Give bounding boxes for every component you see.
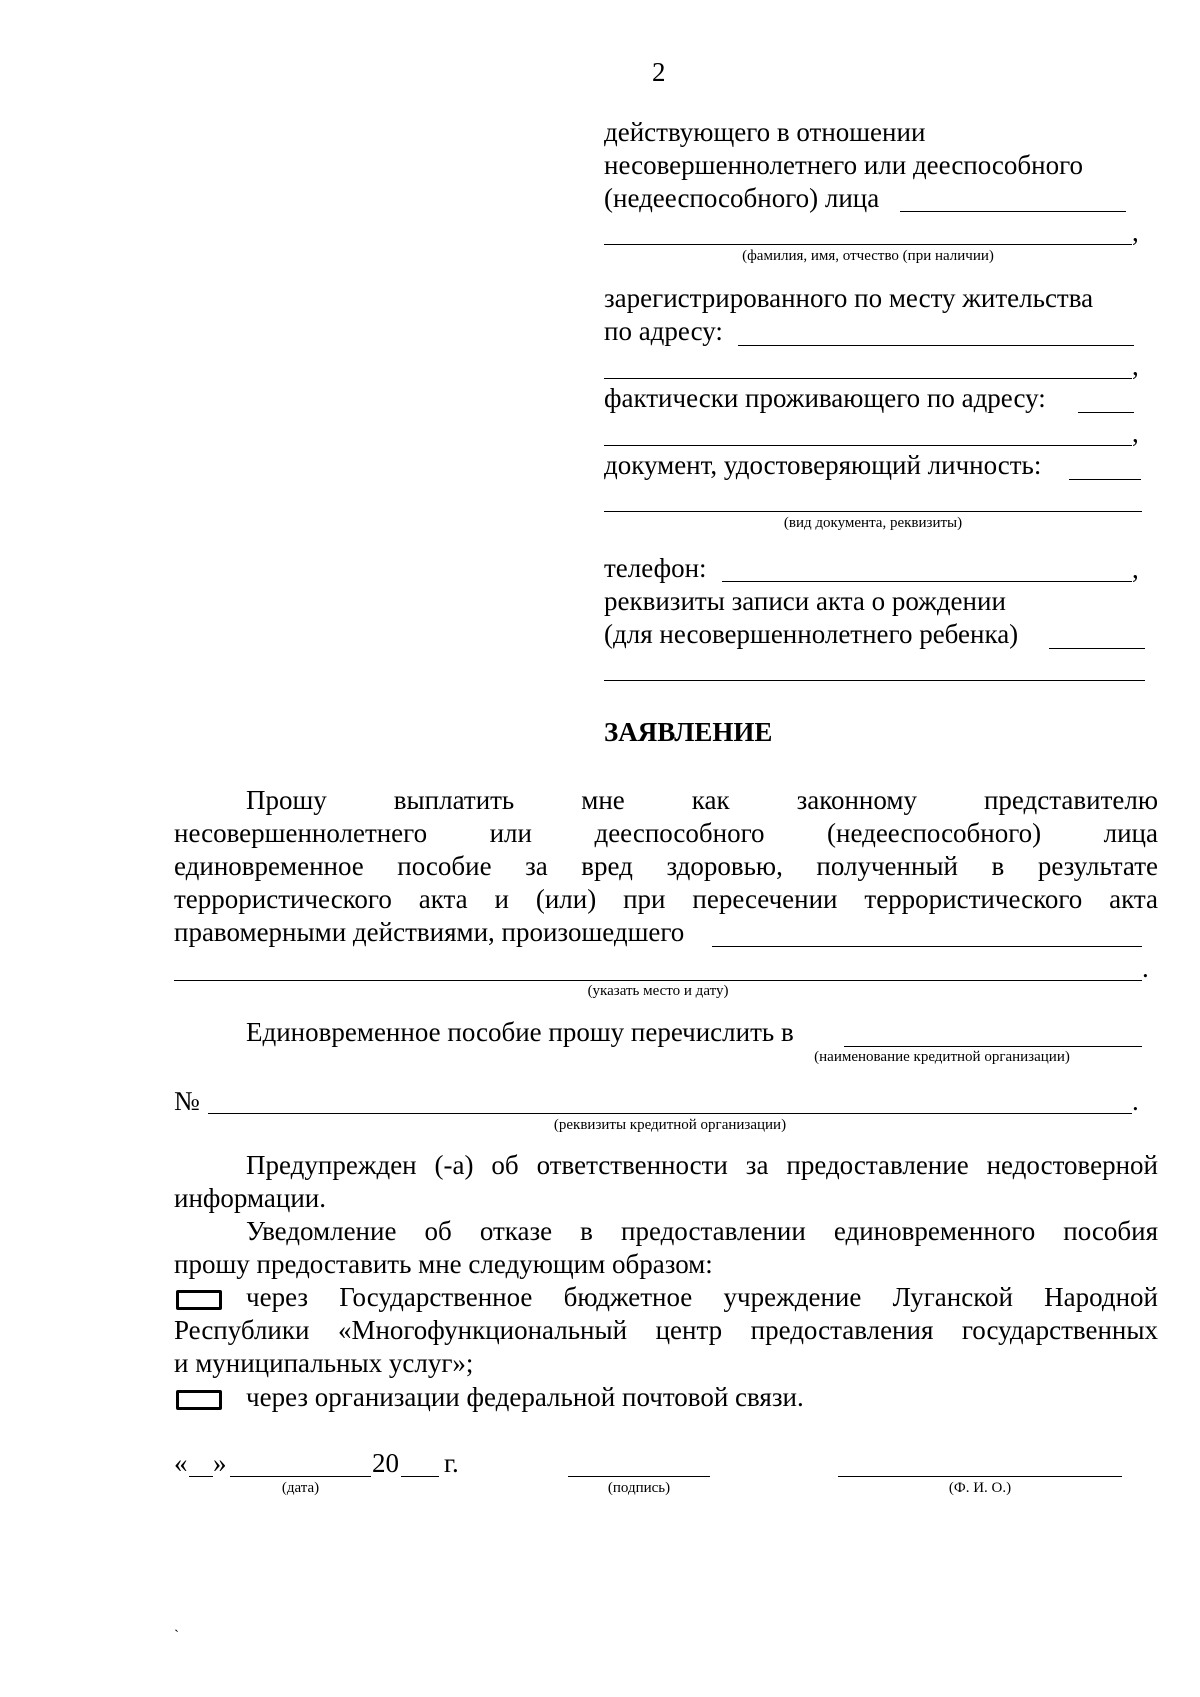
warning-line-1: Предупрежден (-а) об ответственности за предоставление недостоверной	[246, 1150, 1158, 1180]
identity-document-field-2[interactable]	[604, 511, 1142, 512]
phone-field[interactable]	[722, 581, 1132, 582]
registration-address-field-2[interactable]	[604, 378, 1132, 379]
request-line-4: террористического акта и (или) при пересечении террористического акта	[174, 884, 1158, 914]
footer-mark: `	[174, 1628, 179, 1644]
notice-line-2: прошу предоставить мне следующим образом:	[174, 1249, 713, 1279]
transfer-label: Единовременное пособие прошу перечислить в	[246, 1017, 794, 1047]
fio-blank-2[interactable]	[604, 244, 1132, 245]
request-line-5: правомерными действиями, произошедшего	[174, 917, 685, 947]
date-month-field[interactable]	[230, 1476, 371, 1477]
identity-document-label: документ, удостоверяющий личность:	[604, 450, 1042, 480]
actual-address-field-2[interactable]	[604, 445, 1132, 446]
option-post-label: через организации федеральной почтовой связи.	[246, 1382, 804, 1412]
identity-document-field-1[interactable]	[1069, 479, 1141, 480]
place-date-caption: (указать место и дату)	[587, 983, 729, 999]
signature-field[interactable]	[568, 1476, 710, 1477]
birth-record-field-2[interactable]	[604, 680, 1145, 681]
period-1: .	[1142, 953, 1149, 983]
fio-caption: (фамилия, имя, отчество (при наличии)	[742, 248, 994, 264]
full-name-caption: (Ф. И. О.)	[948, 1480, 1012, 1496]
identity-document-caption: (вид документа, реквизиты)	[783, 515, 963, 531]
full-name-field[interactable]	[838, 1476, 1122, 1477]
comma-1: ,	[1132, 217, 1139, 247]
event-place-date-field-2[interactable]	[174, 980, 1142, 981]
header-line-3: (недееспособного) лица	[604, 183, 880, 213]
header-line-2: несовершеннолетнего или дееспособного	[604, 150, 1083, 180]
header-line-1: действующего в отношении	[604, 117, 926, 147]
date-quote-close: »	[213, 1448, 227, 1478]
date-caption: (дата)	[281, 1480, 320, 1496]
phone-label: телефон:	[604, 553, 707, 583]
date-day-field[interactable]	[189, 1476, 213, 1477]
registration-line-1: зарегистрированного по месту жительства	[604, 283, 1094, 313]
registration-address-field-1[interactable]	[738, 345, 1134, 346]
comma-4: ,	[1132, 554, 1139, 584]
warning-line-2: информации.	[174, 1183, 326, 1213]
registration-line-2: по адресу:	[604, 316, 723, 346]
credit-requisites-caption: (реквизиты кредитной организации)	[553, 1117, 787, 1133]
actual-address-label: фактически проживающего по адресу:	[604, 383, 1046, 413]
fio-blank-1[interactable]	[900, 211, 1126, 212]
notice-line-1: Уведомление об отказе в предоставлении единовременного пособия	[246, 1216, 1158, 1246]
date-year-prefix: 20	[372, 1448, 399, 1478]
request-line-3: единовременное пособие за вред здоровью, полученный в результате	[174, 851, 1158, 881]
date-quote-open: «	[174, 1448, 188, 1478]
actual-address-field-1[interactable]	[1078, 412, 1134, 413]
option-mfc-line-1: через Государственное бюджетное учреждение Луганской Народной	[246, 1282, 1158, 1312]
birth-record-line-1: реквизиты записи акта о рождении	[604, 586, 1006, 616]
option-post-checkbox[interactable]	[176, 1390, 222, 1410]
birth-record-field-1[interactable]	[1049, 648, 1145, 649]
date-year-suffix: г.	[444, 1448, 459, 1478]
credit-requisites-field[interactable]	[208, 1113, 1132, 1114]
option-mfc-line-2: Республики «Многофункциональный центр предоставления государственных	[174, 1315, 1158, 1345]
comma-3: ,	[1132, 418, 1139, 448]
date-year-field[interactable]	[401, 1476, 439, 1477]
credit-organization-caption: (наименование кредитной организации)	[814, 1049, 1070, 1065]
period-2: .	[1132, 1086, 1139, 1116]
request-line-1: Прошу выплатить мне как законному представителю	[246, 785, 1158, 815]
comma-2: ,	[1132, 351, 1139, 381]
number-sign: №	[174, 1086, 200, 1116]
credit-organization-field[interactable]	[844, 1046, 1142, 1047]
page-number: 2	[652, 57, 666, 87]
request-line-2: несовершеннолетнего или дееспособного (недееспособного) лица	[174, 818, 1158, 848]
document-title: ЗАЯВЛЕНИЕ	[604, 717, 773, 747]
option-mfc-line-3: и муниципальных услуг»;	[174, 1348, 474, 1378]
birth-record-line-2: (для несовершеннолетнего ребенка)	[604, 619, 1019, 649]
event-place-date-field-1[interactable]	[712, 946, 1142, 947]
signature-caption: (подпись)	[607, 1480, 671, 1496]
